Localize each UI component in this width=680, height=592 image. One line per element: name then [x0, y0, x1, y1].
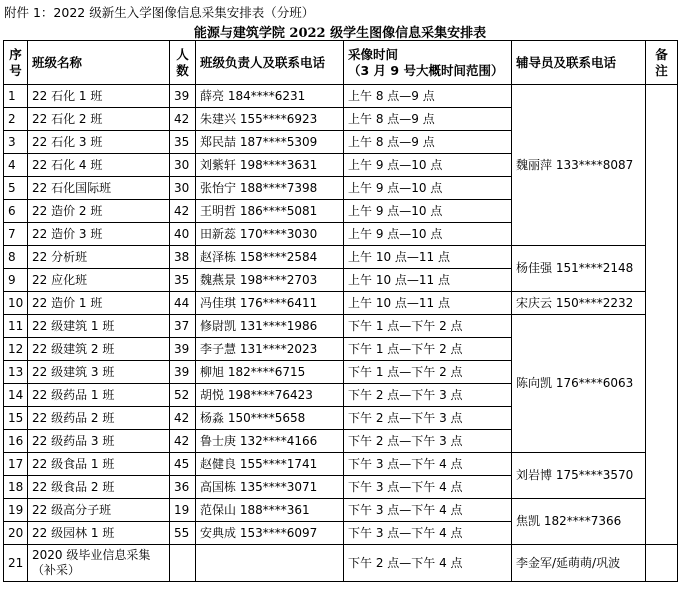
- cell-seq: 15: [4, 407, 28, 430]
- cell-remark: [646, 545, 678, 582]
- cell-seq: 17: [4, 453, 28, 476]
- cell-time: 上午 8 点—9 点: [344, 131, 512, 154]
- header-seq: 序号: [4, 41, 28, 85]
- cell-class-name: 22 石化 3 班: [28, 131, 170, 154]
- cell-contact: 杨淼 150****5658: [196, 407, 344, 430]
- cell-contact: 田新蕊 170****3030: [196, 223, 344, 246]
- cell-contact: 赵泽栋 158****2584: [196, 246, 344, 269]
- cell-class-name: 22 级药品 1 班: [28, 384, 170, 407]
- cell-seq: 12: [4, 338, 28, 361]
- cell-class-name: 22 级园林 1 班: [28, 522, 170, 545]
- cell-contact: 张怡宁 188****7398: [196, 177, 344, 200]
- cell-time: 上午 9 点—10 点: [344, 200, 512, 223]
- cell-class-name: 22 级建筑 3 班: [28, 361, 170, 384]
- cell-seq: 21: [4, 545, 28, 582]
- document-title: 能源与建筑学院 2022 级学生图像信息采集安排表: [193, 26, 487, 41]
- cell-contact: 高国栋 135****3071: [196, 476, 344, 499]
- table-row: [4, 292, 678, 315]
- cell-time: 下午 1 点—下午 2 点: [344, 338, 512, 361]
- cell-time: 上午 10 点—11 点: [344, 292, 512, 315]
- cell-seq: 1: [4, 85, 28, 108]
- cell-time: 上午 10 点—11 点: [344, 246, 512, 269]
- table-row: [4, 315, 678, 338]
- cell-people: 42: [170, 200, 196, 223]
- cell-class-name: 22 级高分子班: [28, 499, 170, 522]
- cell-class-name: 22 石化 2 班: [28, 108, 170, 131]
- cell-contact: 范保山 188****361: [196, 499, 344, 522]
- cell-class-name: 22 分析班: [28, 246, 170, 269]
- cell-seq: 5: [4, 177, 28, 200]
- cell-time: 上午 9 点—10 点: [344, 154, 512, 177]
- cell-counselor: 李金军/延萌萌/巩波: [512, 545, 646, 582]
- cell-people: 35: [170, 269, 196, 292]
- cell-contact: 朱建兴 155****6923: [196, 108, 344, 131]
- cell-time: 下午 2 点—下午 3 点: [344, 384, 512, 407]
- cell-time: 下午 2 点—下午 3 点: [344, 407, 512, 430]
- cell-contact: 安典成 153****6097: [196, 522, 344, 545]
- cell-class-name: 22 级食品 2 班: [28, 476, 170, 499]
- header-time: 采像时间 （3 月 9 号大概时间范围）: [344, 41, 512, 85]
- cell-people: 19: [170, 499, 196, 522]
- cell-time: 上午 10 点—11 点: [344, 269, 512, 292]
- cell-people: 52: [170, 384, 196, 407]
- cell-contact: 修尉凯 131****1986: [196, 315, 344, 338]
- cell-counselor: 刘岩博 175****3570: [512, 453, 646, 499]
- cell-seq: 11: [4, 315, 28, 338]
- cell-time: 下午 2 点—下午 4 点: [344, 545, 512, 582]
- cell-people: 30: [170, 154, 196, 177]
- cell-contact: 刘紫轩 198****3631: [196, 154, 344, 177]
- cell-class-name: 2020 级毕业信息采集（补采）: [28, 545, 170, 582]
- header-class-name: 班级名称: [28, 41, 170, 85]
- cell-class-name: 22 级药品 2 班: [28, 407, 170, 430]
- table-row: [4, 85, 678, 108]
- cell-people: 42: [170, 430, 196, 453]
- cell-people: 39: [170, 85, 196, 108]
- cell-class-name: 22 级药品 3 班: [28, 430, 170, 453]
- cell-people: [170, 545, 196, 582]
- cell-people: 42: [170, 407, 196, 430]
- cell-people: 45: [170, 453, 196, 476]
- cell-seq: 10: [4, 292, 28, 315]
- cell-people: 42: [170, 108, 196, 131]
- cell-contact: 冯佳琪 176****6411: [196, 292, 344, 315]
- cell-class-name: 22 级建筑 1 班: [28, 315, 170, 338]
- cell-people: 40: [170, 223, 196, 246]
- table-row: [4, 246, 678, 269]
- cell-people: 30: [170, 177, 196, 200]
- cell-counselor: 杨佳强 151****2148: [512, 246, 646, 292]
- cell-class-name: 22 级食品 1 班: [28, 453, 170, 476]
- cell-counselor: 宋庆云 150****2232: [512, 292, 646, 315]
- cell-people: 39: [170, 361, 196, 384]
- header-people: 人数: [170, 41, 196, 85]
- cell-counselor: 魏丽萍 133****8087: [512, 85, 646, 246]
- cell-people: 55: [170, 522, 196, 545]
- cell-time: 下午 3 点—下午 4 点: [344, 476, 512, 499]
- schedule-table: [3, 40, 678, 582]
- cell-seq: 19: [4, 499, 28, 522]
- cell-contact: 郑民喆 187****5309: [196, 131, 344, 154]
- cell-people: 35: [170, 131, 196, 154]
- cell-people: 44: [170, 292, 196, 315]
- cell-time: 下午 3 点—下午 4 点: [344, 522, 512, 545]
- cell-people: 38: [170, 246, 196, 269]
- table-header-row: [4, 41, 678, 85]
- header-remark: 备注: [646, 41, 678, 85]
- cell-seq: 3: [4, 131, 28, 154]
- cell-seq: 7: [4, 223, 28, 246]
- cell-contact: 魏燕景 198****2703: [196, 269, 344, 292]
- cell-counselor: 陈向凯 176****6063: [512, 315, 646, 453]
- cell-seq: 18: [4, 476, 28, 499]
- cell-class-name: 22 应化班: [28, 269, 170, 292]
- table-row: [4, 453, 678, 476]
- cell-time: 下午 1 点—下午 2 点: [344, 361, 512, 384]
- cell-time: 上午 9 点—10 点: [344, 223, 512, 246]
- cell-class-name: 22 造价 1 班: [28, 292, 170, 315]
- cell-contact: 薛亮 184****6231: [196, 85, 344, 108]
- cell-class-name: 22 级建筑 2 班: [28, 338, 170, 361]
- table-row: [4, 499, 678, 522]
- header-contact: 班级负责人及联系电话: [196, 41, 344, 85]
- cell-time: 上午 8 点—9 点: [344, 85, 512, 108]
- cell-class-name: 22 石化国际班: [28, 177, 170, 200]
- cell-people: 37: [170, 315, 196, 338]
- cell-seq: 2: [4, 108, 28, 131]
- cell-time: 下午 1 点—下午 2 点: [344, 315, 512, 338]
- cell-time: 下午 2 点—下午 3 点: [344, 430, 512, 453]
- cell-time: 上午 8 点—9 点: [344, 108, 512, 131]
- cell-contact: 李子慧 131****2023: [196, 338, 344, 361]
- cell-seq: 4: [4, 154, 28, 177]
- cell-class-name: 22 造价 2 班: [28, 200, 170, 223]
- cell-remark: [646, 85, 678, 545]
- cell-class-name: 22 石化 4 班: [28, 154, 170, 177]
- cell-contact: 赵健良 155****1741: [196, 453, 344, 476]
- cell-seq: 14: [4, 384, 28, 407]
- cell-contact: 柳旭 182****6715: [196, 361, 344, 384]
- cell-time: 下午 3 点—下午 4 点: [344, 499, 512, 522]
- cell-seq: 8: [4, 246, 28, 269]
- cell-seq: 6: [4, 200, 28, 223]
- cell-seq: 13: [4, 361, 28, 384]
- cell-class-name: 22 造价 3 班: [28, 223, 170, 246]
- cell-time: 下午 3 点—下午 4 点: [344, 453, 512, 476]
- cell-contact: [196, 545, 344, 582]
- header-counselor: 辅导员及联系电话: [512, 41, 646, 85]
- cell-class-name: 22 石化 1 班: [28, 85, 170, 108]
- cell-counselor: 焦凯 182****7366: [512, 499, 646, 545]
- table-row: [4, 545, 678, 582]
- cell-contact: 鲁士庚 132****4166: [196, 430, 344, 453]
- cell-contact: 王明哲 186****5081: [196, 200, 344, 223]
- cell-people: 36: [170, 476, 196, 499]
- cell-seq: 20: [4, 522, 28, 545]
- cell-people: 39: [170, 338, 196, 361]
- cell-seq: 9: [4, 269, 28, 292]
- cell-contact: 胡悦 198****76423: [196, 384, 344, 407]
- cell-time: 上午 9 点—10 点: [344, 177, 512, 200]
- attachment-caption: 附件 1：2022 级新生入学图像信息采集安排表（分班）: [4, 5, 315, 20]
- cell-seq: 16: [4, 430, 28, 453]
